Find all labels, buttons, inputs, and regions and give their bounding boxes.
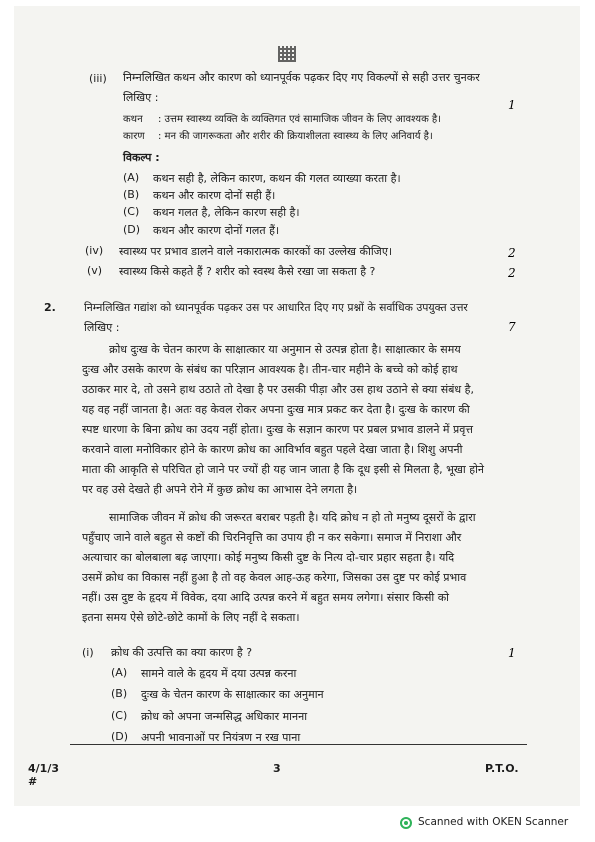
option-a-label: (A) <box>123 171 140 184</box>
paper-code-hash: # <box>28 775 38 788</box>
passage-line: करवाने वाला मनोविकार होने के कारण क्रोध का आविर्भाव बहुत पहले देखा जाता है। शिशु अपनी <box>82 443 463 456</box>
passage-line: नहीं। उस दुष्ट के हृदय में विवेक, दया आदि उत्पन्न करने में बहुत समय लगेगा। संसार किसी को <box>82 591 450 604</box>
question-iii-text-line2: लिखिए : <box>123 91 159 104</box>
vikalp-heading: विकल्प : <box>123 151 160 164</box>
sub-option-d-label: (D) <box>111 730 129 743</box>
oken-scanner-logo-icon <box>400 817 412 829</box>
passage-line: दुःख और उसके कारण के संबंध का परिज्ञान आवश्यक है। तीन-चार महीने के बच्चे को कोई हाथ <box>82 363 458 376</box>
kathan-text: : उत्तम स्वास्थ्य व्यक्ति के व्यक्तिगत एवं सामाजिक जीवन के लिए आवश्यक है। <box>158 114 442 125</box>
sub-option-b-label: (B) <box>111 687 128 700</box>
passage-line: उसमें क्रोध का विकास नहीं हुआ है तो वह केवल आह-ऊह करेगा, जिसका उस दुष्ट पर कोई प्रभाव <box>82 571 467 584</box>
option-b-text: कथन और कारण दोनों सही हैं। <box>153 189 276 202</box>
option-d-text: कथन और कारण दोनों गलत हैं। <box>153 224 280 237</box>
option-a-text: कथन सही है, लेकिन कारण, कथन की गलत व्याख्या करता है। <box>153 172 401 185</box>
question-iii-text-line1: निम्नलिखित कथन और कारण को ध्यानपूर्वक पढ़कर दिए गए विकल्पों से सही उत्तर चुनकर <box>123 71 480 84</box>
kathan-label: कथन <box>123 114 143 125</box>
footer-divider <box>70 744 527 745</box>
question-2-marks: 7 <box>508 320 516 334</box>
question-2-number: 2. <box>44 301 56 314</box>
question-iv-number: (iv) <box>85 244 104 257</box>
option-b-label: (B) <box>123 188 140 201</box>
sub-option-c-label: (C) <box>111 709 128 722</box>
question-iv-marks: 2 <box>508 246 516 260</box>
passage-line: अत्याचार का बोलबाला बढ़ जाएगा। कोई मनुष्य किसी दुष्ट के नित्य दो-चार प्रहार सहता है। यदि <box>82 551 455 564</box>
sub-option-a-text: सामने वाले के हृदय में दया उत्पन्न करना <box>141 667 297 680</box>
question-v-text: स्वास्थ्य किसे कहते हैं ? शरीर को स्वस्थ कैसे रखा जा सकता है ? <box>119 265 376 278</box>
question-v-number: (v) <box>87 264 103 277</box>
pto-label: P.T.O. <box>485 762 519 775</box>
question-iii-number: (iii) <box>89 72 107 85</box>
passage-line: माता की आकृति से परिचित हो जाने पर ज्यों ही यह जान जाता है कि दूध इसी से मिलता है, भूखा होने <box>82 463 485 476</box>
passage-line: उठाकर मार दे, तो उसने हाथ उठाते तो देखा है पर उसकी पीड़ा और उस हाथ उठाने से क्या संबंध है, <box>82 383 475 396</box>
karan-label: कारण <box>123 131 145 142</box>
passage-line: पर वह उसे देखते ही अपने रोने में कुछ क्रोध का आभास देने लगता है। <box>82 483 358 496</box>
sub-option-d-text: अपनी भावनाओं पर नियंत्रण न रख पाना <box>141 731 301 744</box>
sub-option-b-text: दुःख के चेतन कारण के साक्षात्कार का अनुमान <box>141 688 324 701</box>
qr-code-icon <box>278 46 296 62</box>
scanner-watermark-text: Scanned with OKEN Scanner <box>418 816 569 828</box>
question-2-intro-line2: लिखिए : <box>84 321 120 334</box>
page-number: 3 <box>273 762 281 775</box>
question-2-intro-line1: निम्नलिखित गद्यांश को ध्यानपूर्वक पढ़कर उस पर आधारित दिए गए प्रश्नों के सर्वाधिक उपयुक्त उत्तर <box>84 301 468 314</box>
sub-option-c-text: क्रोध को अपना जन्मसिद्ध अधिकार मानना <box>141 710 308 723</box>
option-c-text: कथन गलत है, लेकिन कारण सही है। <box>153 206 300 219</box>
karan-text: : मन की जागरूकता और शरीर की क्रियाशीलता स्वास्थ्य के लिए अनिवार्य है। <box>158 131 433 142</box>
option-c-label: (C) <box>123 205 140 218</box>
sub-question-i-number: (i) <box>82 646 94 659</box>
passage-line: स्पष्ट धारणा के बिना क्रोध का उदय नहीं होता। दुःख के सज्ञान कारण पर प्रबल प्रभाव डालने में प्रवृत्त <box>82 423 473 436</box>
passage-line: सामाजिक जीवन में क्रोध की जरूरत बराबर पड़ती है। यदि क्रोध न हो तो मनुष्य दूसरों के द्वारा <box>109 511 476 524</box>
option-d-label: (D) <box>123 223 141 236</box>
question-iii-marks: 1 <box>508 98 516 112</box>
paper-code: 4/1/3 <box>28 762 59 775</box>
passage-line: क्रोध दुःख के चेतन कारण के साक्षात्कार या अनुमान से उत्पन्न होता है। साक्षात्कार के समय <box>109 343 461 356</box>
question-v-marks: 2 <box>508 266 516 280</box>
sub-question-i-marks: 1 <box>508 646 516 660</box>
sub-option-a-label: (A) <box>111 666 128 679</box>
question-iv-text: स्वास्थ्य पर प्रभाव डालने वाले नकारात्मक कारकों का उल्लेख कीजिए। <box>119 245 393 258</box>
passage-line: इतना समय ऐसे छोटे-छोटे कामों के लिए नहीं दे सकता। <box>82 611 300 624</box>
passage-line: पहुँचाए जाने वाले बहुत से कष्टों की चिरनिवृत्ति का उपाय ही न कर सकेगा। समाज में निराशा और <box>82 531 462 544</box>
passage-line: यह वह नहीं जानता है। अतः वह केवल रोकर अपना दुःख मात्र प्रकट कर देता है। दुःख के कारण की <box>82 403 470 416</box>
sub-question-i-text: क्रोध की उत्पत्ति का क्या कारण है ? <box>111 646 253 659</box>
